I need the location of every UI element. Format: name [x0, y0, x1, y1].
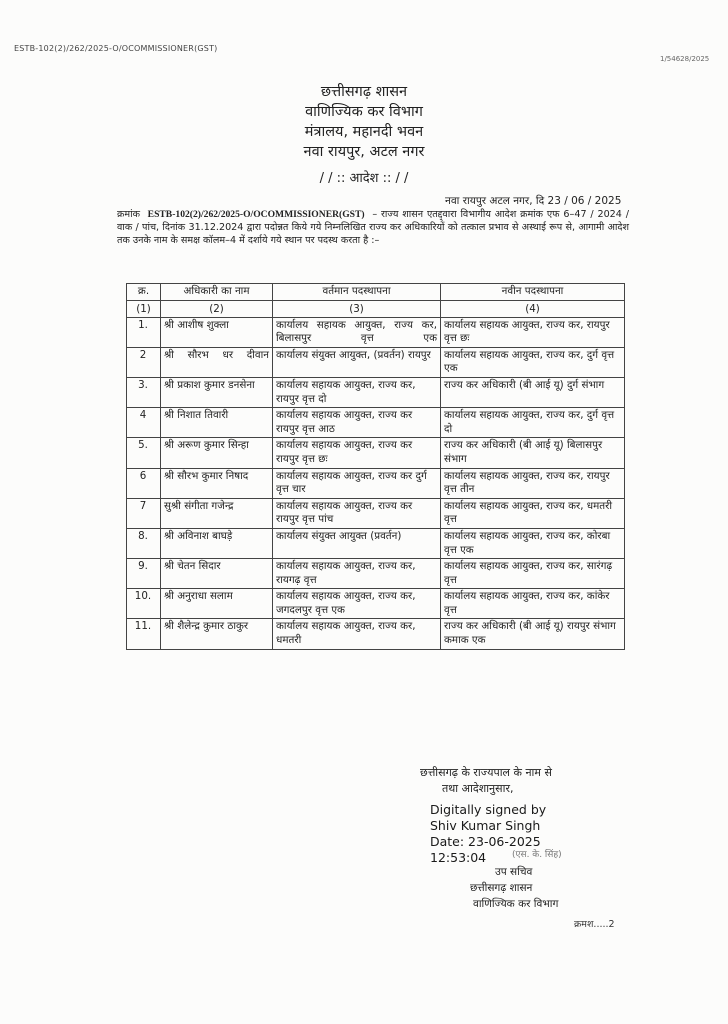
order-paragraph [117, 208, 629, 248]
new-posting-cell: कार्यालय सहायक आयुक्त, राज्य कर, धमतरी वृत्त [441, 498, 625, 528]
new-posting-cell: कार्यालय सहायक आयुक्त, राज्य कर, कोरबा वृत्त एक [441, 528, 625, 558]
signature-line-4: 12:53:04 [430, 850, 487, 865]
date-line: नवा रायपुर अटल नगर, दि 23 / 06 / 2025 [445, 195, 622, 207]
current-posting-cell: कार्यालय सहायक आयुक्त, राज्य कर दुर्ग वृत्त चार [273, 468, 441, 498]
paragraph-prefix: क्रमांक [117, 209, 140, 220]
signature-line-1: Digitally signed by [430, 802, 547, 817]
column-number: (3) [273, 300, 441, 317]
current-posting-cell: कार्यालय सहायक आयुक्त, राज्य कर रायपुर वृत्त छः [273, 438, 441, 468]
officer-name-cell: सुश्री संगीता गजेन्द्र [161, 498, 273, 528]
table-row [127, 317, 625, 347]
header-officer-name: अधिकारी का नाम [161, 284, 273, 301]
current-posting-cell: कार्यालय संयुक्त आयुक्त (प्रवर्तन) [273, 528, 441, 558]
governor-order-note [420, 765, 552, 797]
letterhead-line-1: छत्तीसगढ़ शासन [320, 84, 408, 100]
continuation-note: क्रमश.....2 [574, 919, 615, 930]
signatory-name-stamp: (एस. के. सिंह) [512, 850, 562, 860]
table-row [127, 408, 625, 438]
table-row [127, 468, 625, 498]
table-row [127, 498, 625, 528]
officer-name-cell: श्री निशात तिवारी [161, 408, 273, 438]
document-reference-top: ESTB-102(2)/262/2025-O/OCOMMISSIONER(GST) [14, 44, 218, 53]
officer-name-cell: श्री चेतन सिदार [161, 559, 273, 589]
officer-name-cell: श्री शैलेन्द्र कुमार ठाकुर [161, 619, 273, 649]
serial-cell: 11. [127, 619, 161, 649]
current-posting-cell: कार्यालय संयुक्त आयुक्त, (प्रवर्तन) रायपुर [273, 347, 441, 377]
new-posting-cell: कार्यालय सहायक आयुक्त, राज्य कर, सारंगढ़ वृत्त [441, 559, 625, 589]
new-posting-cell: कार्यालय सहायक आयुक्त, राज्य कर, कांकेर वृत्त [441, 589, 625, 619]
signatory-designation [470, 864, 558, 912]
new-posting-cell: राज्य कर अधिकारी (बी आई यू) रायपुर संभाग कमाक एक [441, 619, 625, 649]
current-posting-cell: कार्यालय सहायक आयुक्त, राज्य कर रायपुर वृत्त पांच [273, 498, 441, 528]
current-posting-cell: कार्यालय सहायक आयुक्त, राज्य कर, धमतरी [273, 619, 441, 649]
designation-line-1: उप सचिव [495, 866, 533, 878]
serial-cell: 6 [127, 468, 161, 498]
current-posting-cell: कार्यालय सहायक आयुक्त, राज्य कर, बिलासपुर वृत्त एक [273, 317, 441, 347]
officer-name-cell: श्री अविनाश बाघड़े [161, 528, 273, 558]
header-new-posting: नवीन पदस्थापना [441, 284, 625, 301]
governor-order-line-2: तथा आदेशानुसार, [442, 782, 514, 795]
table-row [127, 619, 625, 649]
letterhead-line-2: वाणिज्यिक कर विभाग [305, 104, 423, 120]
current-posting-cell: कार्यालय सहायक आयुक्त, राज्य कर रायपुर वृत्त आठ [273, 408, 441, 438]
column-number: (4) [441, 300, 625, 317]
table-row [127, 347, 625, 377]
officer-name-cell: श्री सौरभ कुमार निषाद [161, 468, 273, 498]
current-posting-cell: कार्यालय सहायक आयुक्त, राज्य कर, रायपुर वृत्त दो [273, 377, 441, 407]
table-row [127, 559, 625, 589]
letterhead-line-3: मंत्रालय, महानदी भवन [304, 124, 424, 140]
serial-cell: 2 [127, 347, 161, 377]
new-posting-cell: कार्यालय सहायक आयुक्त, राज्य कर, दुर्ग वृत्त एक [441, 347, 625, 377]
table-row [127, 589, 625, 619]
designation-line-2: छत्तीसगढ़ शासन [470, 882, 533, 894]
new-posting-cell: कार्यालय सहायक आयुक्त, राज्य कर, रायपुर वृत्त छः [441, 317, 625, 347]
signature-line-2: Shiv Kumar Singh [430, 818, 541, 833]
officer-name-cell: श्री प्रकाश कुमार डनसेना [161, 377, 273, 407]
officer-name-cell: श्री अरूण कुमार सिन्हा [161, 438, 273, 468]
column-number: (1) [127, 300, 161, 317]
order-title: / / :: आदेश :: / / [319, 171, 409, 186]
table-row [127, 377, 625, 407]
officer-name-cell: श्री सौरभ धर दीवान [161, 347, 273, 377]
table-row [127, 528, 625, 558]
paragraph-reference: ESTB-102(2)/262/2025-O/OCOMMISSIONER(GST) [147, 209, 365, 220]
governor-order-line-1: छत्तीसगढ़ के राज्यपाल के नाम से [420, 766, 552, 779]
new-posting-cell: कार्यालय सहायक आयुक्त, राज्य कर, रायपुर वृत्त तीन [441, 468, 625, 498]
header-current-posting: वर्तमान पदस्थापना [273, 284, 441, 301]
designation-line-3: वाणिज्यिक कर विभाग [473, 898, 559, 910]
table-row [127, 438, 625, 468]
table-column-number-row [127, 300, 625, 317]
officer-name-cell: श्री अनुराधा सलाम [161, 589, 273, 619]
new-posting-cell: कार्यालय सहायक आयुक्त, राज्य कर, दुर्ग वृत्त दो [441, 408, 625, 438]
current-posting-cell: कार्यालय सहायक आयुक्त, राज्य कर, जगदलपुर वृत्त एक [273, 589, 441, 619]
serial-cell: 5. [127, 438, 161, 468]
header-serial: क्र. [127, 284, 161, 301]
serial-cell: 9. [127, 559, 161, 589]
officer-name-cell: श्री आशीष शुक्ला [161, 317, 273, 347]
serial-cell: 1. [127, 317, 161, 347]
serial-cell: 7 [127, 498, 161, 528]
transfer-table [126, 283, 625, 650]
letterhead [0, 82, 728, 162]
table-header-row [127, 284, 625, 301]
paragraph-text: – राज्य शासन एतद्द्वारा विभागीय आदेश क्रमांक एफ 6–47 / 2024 / वाक / पांच, दिनांक 31.12.2024 द्वारा पदोन्नत किये गये निम्नलिखित राज्य कर अधिकारियों को तत्काल प्रभाव से अस्थाई रूप से, आगामी आदेश तक उनके नाम के समक्ष कॉलम–4 में दर्शाये गये स्थान पर पदस्थ करता है :– [117, 209, 629, 247]
serial-cell: 10. [127, 589, 161, 619]
new-posting-cell: राज्य कर अधिकारी (बी आई यू) दुर्ग संभाग [441, 377, 625, 407]
page-reference-right: 1/54628/2025 [660, 55, 710, 63]
new-posting-cell: राज्य कर अधिकारी (बी आई यू) बिलासपुर संभाग [441, 438, 625, 468]
serial-cell: 3. [127, 377, 161, 407]
letterhead-line-4: नवा रायपुर, अटल नगर [303, 144, 425, 160]
current-posting-cell: कार्यालय सहायक आयुक्त, राज्य कर, रायगढ़ वृत्त [273, 559, 441, 589]
serial-cell: 8. [127, 528, 161, 558]
signature-line-3: Date: 23-06-2025 [430, 834, 541, 849]
column-number: (2) [161, 300, 273, 317]
serial-cell: 4 [127, 408, 161, 438]
